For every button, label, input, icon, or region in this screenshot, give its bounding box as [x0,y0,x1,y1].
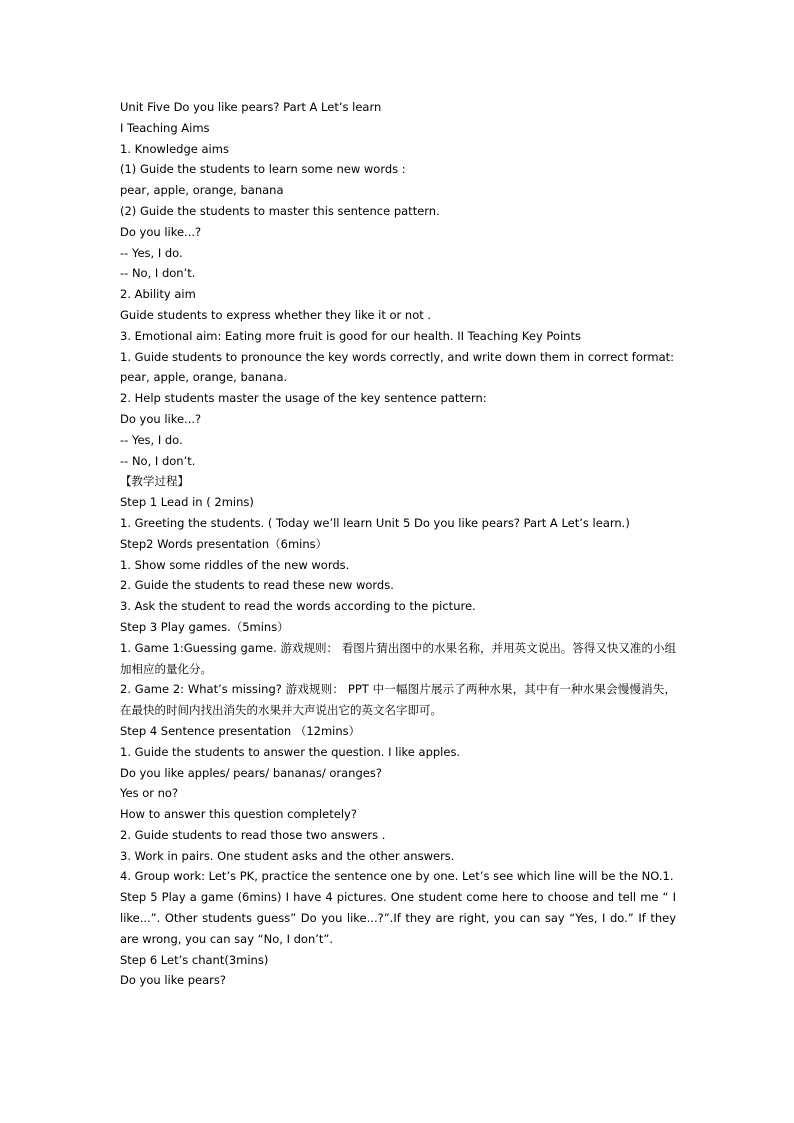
text-line: -- No, I don’t. [120,266,196,281]
text-line: Do you like...? [120,411,202,426]
step-heading: Step 1 Lead in ( 2mins) [120,495,254,510]
text-line: Do you like pears? [120,973,226,988]
text-line: pear, apple, orange, banana. [120,370,288,385]
text-line: pear, apple, orange, banana [120,183,284,198]
section-heading-teaching-process: 【教学过程】 [120,474,189,489]
text-line: 3. Ask the student to read the words according to the picture. [120,599,476,614]
text-line: 2. Guide the students to read these new words. [120,578,394,593]
text-line: How to answer this question completely? [120,807,357,822]
text-line: Yes or no? [120,786,179,801]
text-line: (2) Guide the students to master this sentence pattern. [120,203,440,218]
text-line: 3. Work in pairs. One student asks and the other answers. [120,848,455,863]
lesson-title: Unit Five Do you like pears? Part A Let’s learn [120,100,382,114]
text-line: 3. Emotional aim: Eating more fruit is good for our health. II Teaching Key Points [120,328,581,343]
step-heading: Step2 Words presentation（6mins） [120,536,328,551]
text-line: -- Yes, I do. [120,245,183,260]
step-heading: Step 6 Let’s chant(3mins) [120,952,269,967]
text-line: -- No, I don’t. [120,453,196,468]
paragraph: 1. Game 1:Guessing game. 游戏规则： 看图片猜出图中的水果名称，并用英文说出。答得又快又准的小组加相应的量化分。 [120,640,676,676]
paragraph: Step 5 Play a game (6mins) I have 4 pictures. One student come here to choose and tell me “ I like...”. Other students guess” Do you like...?”.If they are right, you can say “Yes, I do.” If they are wrong, you can say “No, I don’t”. [120,890,676,946]
subheading-ability-aim: 2. Ability aim [120,287,196,302]
text-line: Guide students to express whether they like it or not . [120,307,432,322]
paragraph: 2. Game 2: What’s missing? 游戏规则： PPT 中一幅图片展示了两种水果，其中有一种水果会慢慢消失，在最快的时间内找出消失的水果并大声说出它的英文名字即可。 [120,682,676,718]
text-line: 1. Greeting the students. ( Today we’ll learn Unit 5 Do you like pears? Part A Let’s learn.) [120,515,630,530]
text-line: 1. Show some riddles of the new words. [120,557,350,572]
paragraph: 4. Group work: Let’s PK, practice the sentence one by one. Let’s see which line will be the NO.1. [120,869,674,884]
text-line: Do you like apples/ pears/ bananas/ oranges? [120,765,382,780]
step-heading: Step 4 Sentence presentation （12mins） [120,723,361,738]
text-line: 2. Guide students to read those two answers . [120,827,386,842]
section-heading-teaching-aims: I Teaching Aims [120,120,210,135]
document-body [120,97,676,991]
text-line: Do you like...? [120,224,202,239]
text-line: 1. Guide students to pronounce the key words correctly, and write down them in correct format: [120,349,675,364]
text-line: 1. Guide the students to answer the question. I like apples. [120,744,461,759]
text-line: 2. Help students master the usage of the key sentence pattern: [120,391,487,406]
subheading-knowledge-aims: 1. Knowledge aims [120,141,229,156]
step-heading: Step 3 Play games.（5mins） [120,619,289,634]
text-line: -- Yes, I do. [120,432,183,447]
text-line: (1) Guide the students to learn some new words : [120,162,406,177]
